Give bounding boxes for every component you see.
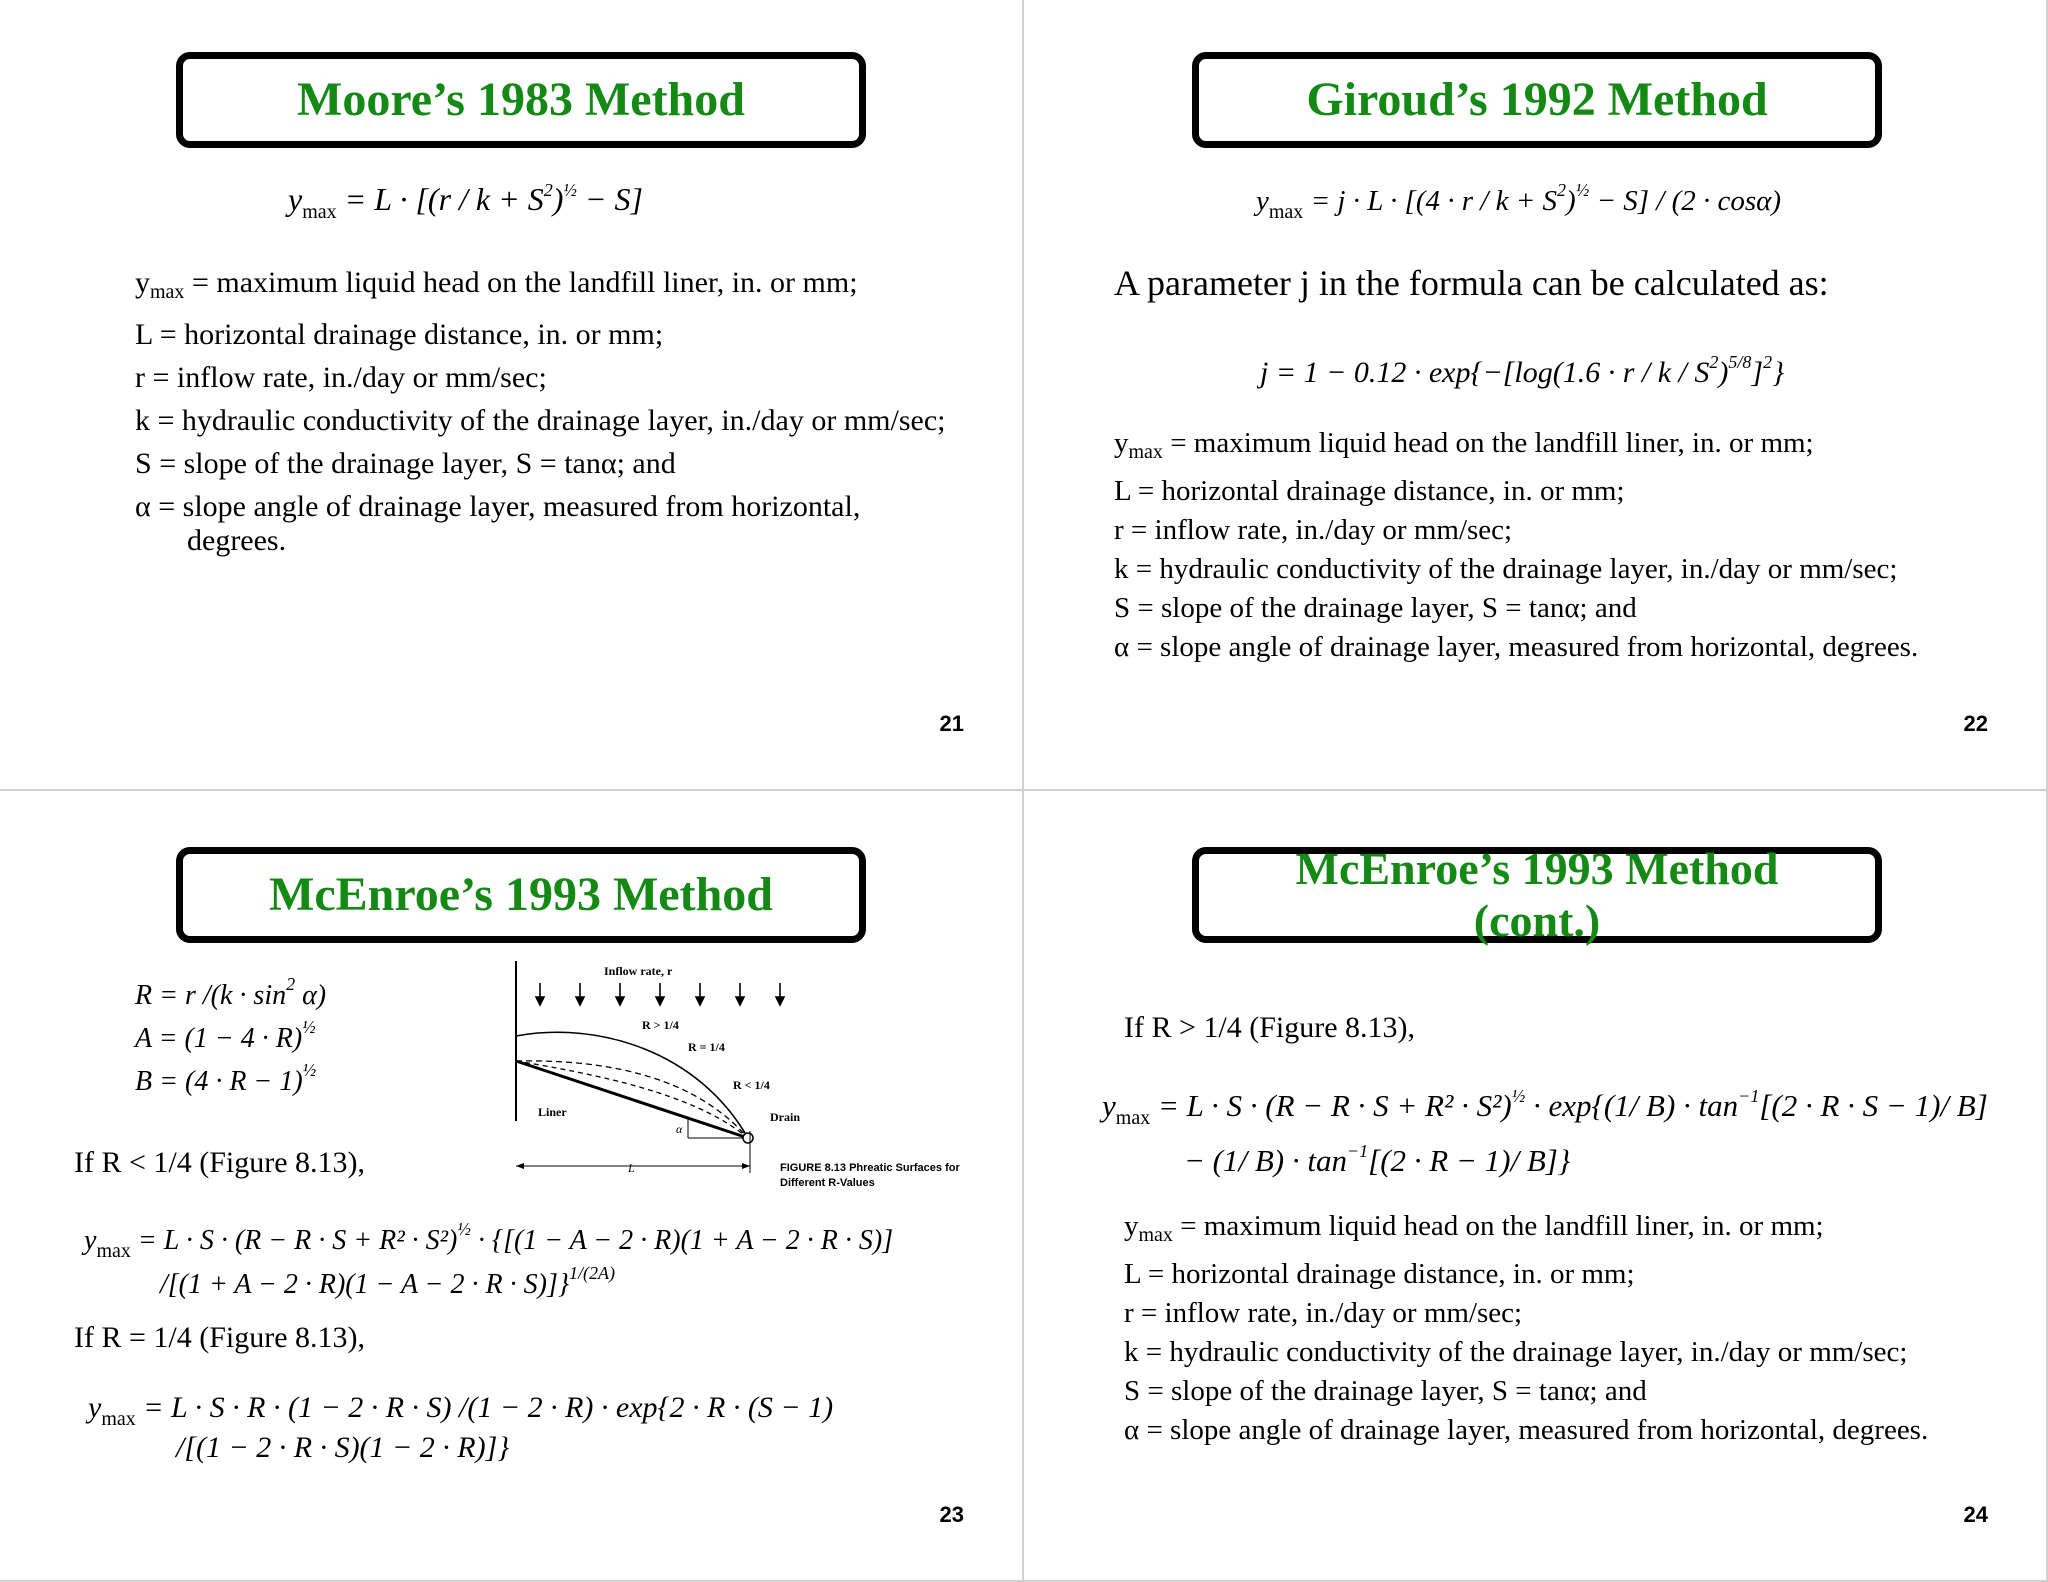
def-symbol: α <box>1114 631 1130 663</box>
case-r-less-quarter: If R < 1/4 (Figure 8.13), <box>74 1146 366 1179</box>
definition-item <box>1124 1337 2004 1368</box>
def-symbol: α <box>1124 1414 1140 1446</box>
definition-item <box>1124 1298 2004 1329</box>
formula-part: R = r /(k · sin <box>135 980 287 1011</box>
dim-arrow-right-icon <box>742 1163 750 1169</box>
definition-item <box>1124 1259 2004 1290</box>
ymax-sub: max <box>96 1240 131 1262</box>
formula-part: } <box>1772 356 1785 389</box>
formula-exp: ½ <box>457 1219 471 1239</box>
formula-part: ] <box>1751 356 1764 389</box>
formula-part: = L · S · (R − R · S + R² · S²) <box>1150 1088 1512 1123</box>
eq-r-lt-line1 <box>84 1219 893 1263</box>
def-text: = slope angle of drainage layer, measured from horizontal, degrees. <box>1129 631 1919 663</box>
formula-exp: ½ <box>302 1017 316 1037</box>
formula-part: ) <box>1566 185 1576 217</box>
eq-r-lt-line2 <box>160 1263 615 1301</box>
formula-lhs-sub: max <box>302 201 337 223</box>
formula-part: A = (1 − 4 · R) <box>135 1023 303 1054</box>
def-text: = slope angle of drainage layer, measured from horizontal, degrees. <box>150 490 861 557</box>
figure-label-L: L <box>628 1161 635 1175</box>
formula-exp: ½ <box>302 1060 317 1080</box>
def-text: = inflow rate, in./day or mm/sec; <box>145 361 547 394</box>
def-symbol: L <box>1124 1258 1141 1290</box>
definition-item <box>1114 554 1994 585</box>
def-sub: max <box>150 281 185 303</box>
figure-caption-line2: Different R-Values <box>780 1177 875 1189</box>
def-text: = slope angle of drainage layer, measured from horizontal, degrees. <box>1139 1414 1929 1446</box>
formula-part: /[(1 + A − 2 · R)(1 − A − 2 · R · S)]} <box>160 1269 570 1300</box>
figure-label-alpha: α <box>676 1122 683 1136</box>
j-formula <box>1260 352 1784 390</box>
page-number: 22 <box>1963 711 1988 736</box>
def-symbol: S <box>135 447 152 480</box>
formula-lhs: y <box>288 181 303 217</box>
eq-r-gt-line2 <box>1184 1141 1570 1179</box>
def-symbol: r <box>135 361 145 394</box>
def-sub: max <box>1138 1224 1173 1246</box>
slide-title-box <box>1192 52 1882 148</box>
eq-R <box>135 974 326 1012</box>
ymax-sub: max <box>1115 1107 1151 1129</box>
formula-exp: 1/(2A) <box>569 1263 616 1283</box>
definition-list <box>135 266 965 567</box>
formula-part: /[(1 − 2 · R · S)(1 − 2 · R)]} <box>176 1431 510 1464</box>
definition-item <box>135 318 965 352</box>
formula-part: − S] <box>576 181 643 217</box>
figure-label-rgt: R > 1/4 <box>642 1018 679 1032</box>
definition-item <box>1114 593 1994 624</box>
definition-item <box>135 447 965 481</box>
formula-exp: 5/8 <box>1728 352 1752 372</box>
def-text: = horizontal drainage distance, in. or mm; <box>1140 1258 1635 1290</box>
def-text: = slope of the drainage layer, S = tanα; and <box>151 447 676 480</box>
ymax-sub: max <box>101 1408 136 1430</box>
definition-item <box>1124 1376 2004 1407</box>
def-symbol: α <box>135 490 151 523</box>
eq-r-eq-line1 <box>88 1391 833 1431</box>
definition-item <box>1124 1211 2004 1251</box>
figure-caption-line1: FIGURE 8.13 Phreatic Surfaces for <box>780 1162 960 1174</box>
figure-label-rlt: R < 1/4 <box>733 1078 770 1092</box>
formula-lhs: y <box>1256 185 1269 217</box>
formula-part: j = 1 − 0.12 · exp{−[log(1.6 · r / k / S <box>1260 356 1710 389</box>
giroud-formula <box>1256 180 1781 224</box>
definition-item <box>1114 428 1994 468</box>
slide-title-line2: (cont.) <box>1473 895 1601 946</box>
slide-22 <box>1024 0 2048 791</box>
def-symbol: L <box>1114 475 1131 507</box>
formula-part: [(2 · R · S − 1)/ B] <box>1759 1088 1988 1123</box>
def-text: = maximum liquid head on the landfill liner, in. or mm; <box>1172 1210 1824 1242</box>
definition-item <box>1114 515 1994 546</box>
def-text: = maximum liquid head on the landfill liner, in. or mm; <box>1162 427 1814 459</box>
def-text: = slope of the drainage layer, S = tanα; and <box>1130 592 1637 624</box>
formula-exp: 2 <box>1709 352 1719 372</box>
case-r-greater-quarter: If R > 1/4 (Figure 8.13), <box>1124 1011 1416 1044</box>
def-symbol: r <box>1124 1297 1134 1329</box>
slide-23 <box>0 791 1024 1582</box>
formula-exp: ½ <box>1511 1086 1526 1106</box>
ymax: y <box>88 1391 102 1424</box>
formula-lhs-sub: max <box>1268 201 1304 223</box>
formula-part: = L · [(r / k + S <box>336 181 544 217</box>
definition-item <box>1114 632 1994 663</box>
slide-title <box>1296 843 1779 947</box>
slide-title: McEnroe’s 1993 Method <box>269 868 773 921</box>
page-number: 21 <box>939 711 964 736</box>
formula-exp: ½ <box>1575 180 1590 200</box>
formula-part: ) <box>552 181 564 217</box>
definition-item <box>135 404 965 438</box>
formula-part: − S] / (2 · cosα) <box>1589 185 1782 217</box>
def-text: = hydraulic conductivity of the drainage layer, in./day or mm/sec; <box>1128 553 1898 585</box>
def-text: = inflow rate, in./day or mm/sec; <box>1133 1297 1523 1329</box>
slide-title: Moore’s 1983 Method <box>297 73 745 126</box>
definition-list <box>1114 428 1994 671</box>
definition-item <box>135 266 965 309</box>
def-symbol: k <box>1124 1336 1139 1368</box>
def-text: = horizontal drainage distance, in. or mm; <box>1130 475 1625 507</box>
def-symbol: y <box>1114 427 1129 459</box>
def-symbol: S <box>1114 592 1131 624</box>
liner-line <box>516 1061 748 1138</box>
formula-part: = L · S · (R − R · S + R² · S²) <box>130 1225 458 1256</box>
formula-part: [(2 · R − 1)/ B]} <box>1368 1143 1571 1178</box>
figure-label-liner: Liner <box>538 1105 567 1119</box>
formula-part: = j · L · [(4 · r / k + S <box>1303 185 1558 217</box>
eq-r-eq-line2 <box>176 1431 509 1465</box>
def-symbol: L <box>135 318 153 351</box>
formula-exp: 2 <box>286 974 296 994</box>
eq-A <box>135 1017 316 1055</box>
slide-title-box <box>176 847 866 943</box>
def-symbol: r <box>1114 514 1124 546</box>
slide-title: Giroud’s 1992 Method <box>1306 73 1768 126</box>
def-text: = hydraulic conductivity of the drainage layer, in./day or mm/sec; <box>1138 1336 1908 1368</box>
eq-r-gt-line1 <box>1102 1086 1988 1130</box>
def-symbol: y <box>135 266 150 299</box>
formula-part: · exp{(1/ B) · tan <box>1525 1088 1739 1123</box>
formula-exp: 2 <box>1557 180 1567 200</box>
formula-part: ) <box>1718 356 1729 389</box>
formula-exp: ½ <box>563 180 577 200</box>
slide-title-line1: McEnroe’s 1993 Method <box>1295 843 1779 894</box>
formula-exp: −1 <box>1738 1086 1760 1106</box>
def-symbol: y <box>1124 1210 1139 1242</box>
def-text: = horizontal drainage distance, in. or mm; <box>152 318 664 351</box>
definition-item <box>135 361 965 395</box>
ymax: y <box>84 1225 97 1256</box>
formula-part: B = (4 · R − 1) <box>135 1066 303 1097</box>
drain-icon <box>743 1133 753 1143</box>
formula-part: − (1/ B) · tan <box>1184 1143 1347 1178</box>
intro-text: A parameter j in the formula can be calculated as: <box>1114 263 1829 303</box>
formula-part: = L · S · R · (1 − 2 · R · S) /(1 − 2 · R) · exp{2 · R · (S − 1) <box>135 1391 834 1424</box>
def-symbol: S <box>1124 1375 1141 1407</box>
slide-title-box <box>176 52 866 148</box>
def-symbol: k <box>135 404 150 437</box>
figure-label-inflow: Inflow rate, r <box>604 964 673 978</box>
formula-exp: 2 <box>1763 352 1773 372</box>
definition-list <box>1124 1211 2004 1454</box>
def-text: = maximum liquid head on the landfill liner, in. or mm; <box>184 266 858 299</box>
phreatic-surface-figure <box>508 961 978 1201</box>
def-sub: max <box>1128 441 1163 463</box>
def-text: = hydraulic conductivity of the drainage layer, in./day or mm/sec; <box>150 404 946 437</box>
ymax: y <box>1102 1088 1116 1123</box>
figure-label-req: R = 1/4 <box>688 1040 725 1054</box>
definition-item <box>135 490 965 558</box>
figure-label-drain: Drain <box>770 1110 800 1124</box>
def-text: = inflow rate, in./day or mm/sec; <box>1123 514 1513 546</box>
inflow-arrows <box>536 983 784 1005</box>
page-number: 24 <box>1963 1502 1988 1527</box>
formula-part: · {[(1 − A − 2 · R)(1 + A − 2 · R · S)] <box>470 1225 894 1256</box>
page-number: 23 <box>939 1502 964 1527</box>
case-r-equal-quarter: If R = 1/4 (Figure 8.13), <box>74 1321 366 1354</box>
moore-formula <box>288 180 643 224</box>
formula-exp: 2 <box>543 180 553 200</box>
formula-part: α) <box>295 980 327 1011</box>
slide-24 <box>1024 791 2048 1582</box>
definition-item <box>1124 1415 2004 1446</box>
formula-exp: −1 <box>1346 1141 1369 1161</box>
def-symbol: k <box>1114 553 1129 585</box>
dim-arrow-left-icon <box>516 1163 524 1169</box>
eq-B <box>135 1060 316 1098</box>
definition-item <box>1114 476 1994 507</box>
def-text: = slope of the drainage layer, S = tanα; and <box>1140 1375 1647 1407</box>
slide-21 <box>0 0 1024 791</box>
slide-title-box <box>1192 843 1882 946</box>
